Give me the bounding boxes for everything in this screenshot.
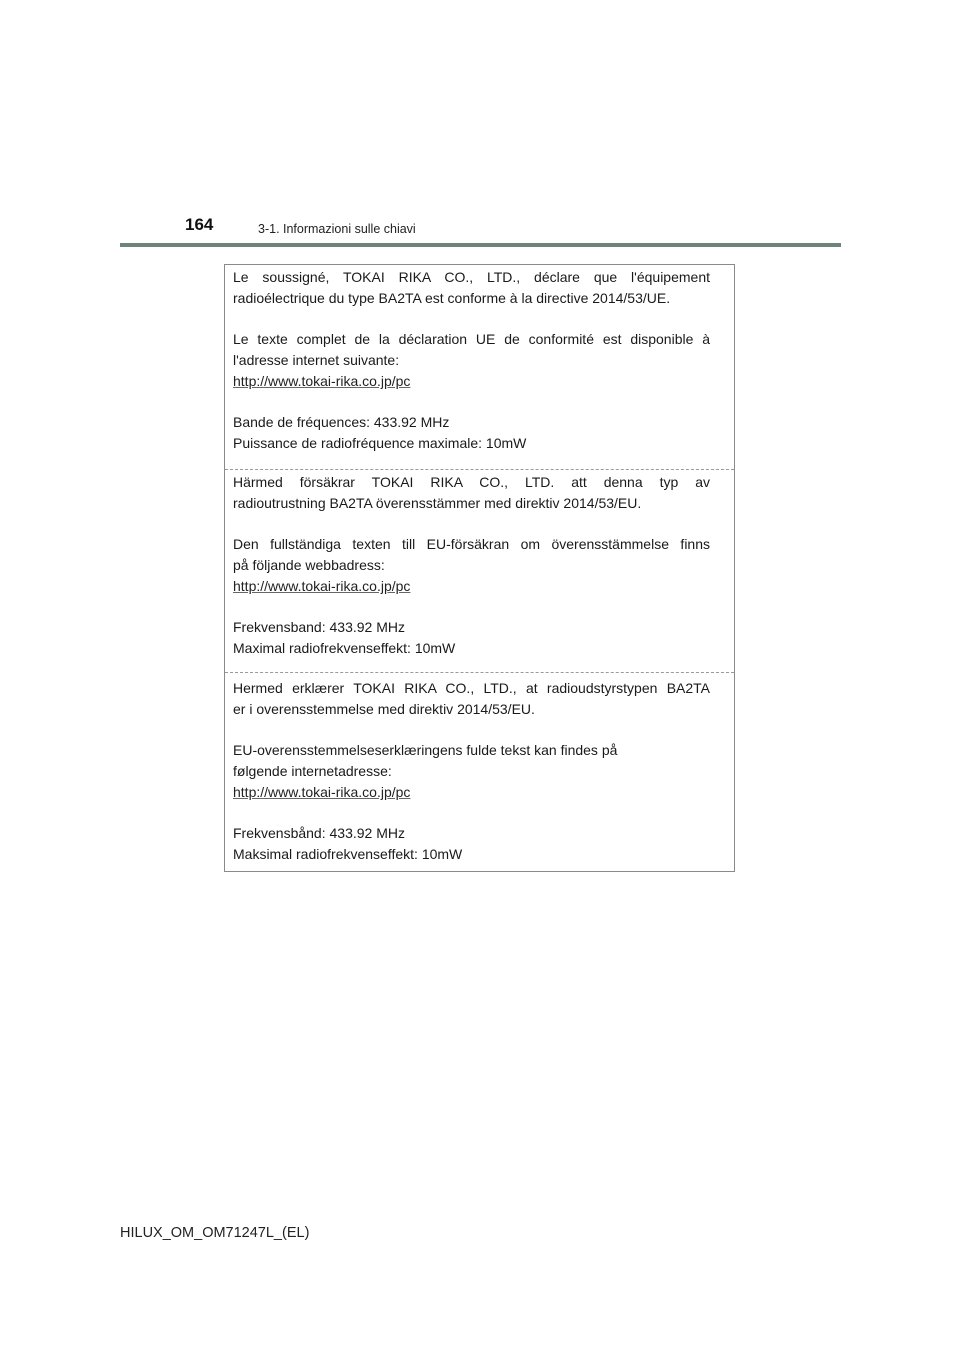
declaration-box	[224, 264, 735, 872]
page-header	[0, 0, 960, 250]
declaration-danish	[225, 672, 734, 871]
page-number: 164	[185, 215, 214, 234]
max-power: Maximal radiofrekvenseffekt: 10mW	[233, 640, 456, 656]
section-title: 3-1. Informazioni sulle chiavi	[258, 222, 416, 236]
frequency-band: Frekvensbånd: 433.92 MHz	[233, 825, 405, 841]
declaration-french	[225, 265, 734, 469]
header-rule	[120, 243, 841, 247]
declaration-url-link[interactable]: http://www.tokai-rika.co.jp/pc	[233, 373, 411, 389]
statement-line: Le soussigné, TOKAI RIKA CO., LTD., déclare que l'équipement	[233, 269, 710, 285]
frequency-band: Frekvensband: 433.92 MHz	[233, 619, 405, 635]
max-power: Maksimal radiofrekvenseffekt: 10mW	[233, 846, 463, 862]
max-power: Puissance de radiofréquence maximale: 10mW	[233, 435, 527, 451]
statement-line: er i overensstemmelse med direktiv 2014/53/EU.	[233, 701, 535, 717]
statement-line: Härmed försäkrar TOKAI RIKA CO., LTD. att denna typ av	[233, 474, 710, 490]
document-code: HILUX_OM_OM71247L_(EL)	[120, 1225, 310, 1241]
declaration-url-link[interactable]: http://www.tokai-rika.co.jp/pc	[233, 578, 411, 594]
statement-line: Hermed erklærer TOKAI RIKA CO., LTD., at radioudstyrstypen BA2TA	[233, 680, 710, 696]
fulltext-line: l'adresse internet suivante:	[233, 352, 400, 368]
frequency-band: Bande de fréquences: 433.92 MHz	[233, 414, 450, 430]
declaration-swedish	[225, 469, 734, 672]
fulltext-line: Le texte complet de la déclaration UE de conformité est disponible à	[233, 331, 710, 347]
statement-line: radioutrustning BA2TA överensstämmer med direktiv 2014/53/EU.	[233, 495, 642, 511]
fulltext-line: følgende internetadresse:	[233, 763, 392, 779]
fulltext-line: Den fullständiga texten till EU-försäkran om överensstämmelse finns	[233, 536, 710, 552]
fulltext-line: på följande webbadress:	[233, 557, 385, 573]
declaration-url-link[interactable]: http://www.tokai-rika.co.jp/pc	[233, 784, 411, 800]
statement-line: radioélectrique du type BA2TA est conforme à la directive 2014/53/UE.	[233, 290, 671, 306]
fulltext-line: EU-overensstemmelseserklæringens fulde tekst kan findes på	[233, 742, 618, 758]
